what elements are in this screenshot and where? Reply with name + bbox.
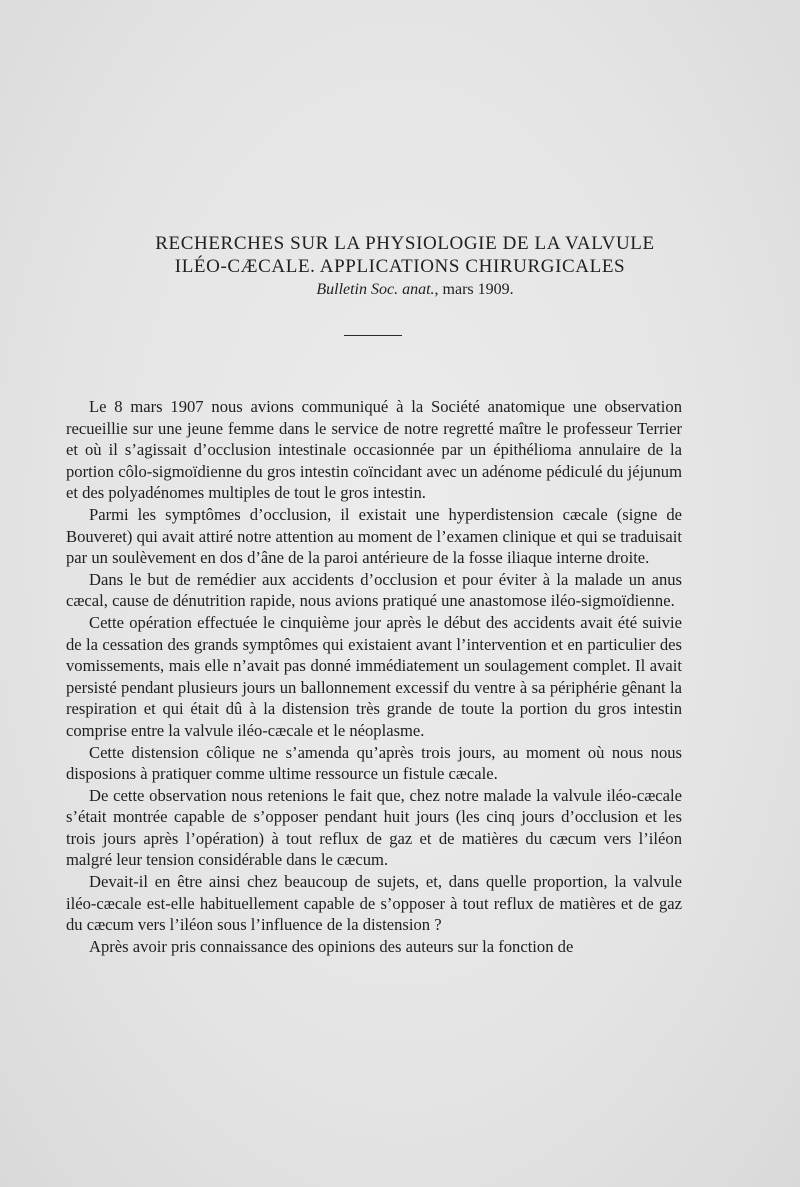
paragraph-1: Le 8 mars 1907 nous avions communiqué à la Société anatomique une observation recueillie sur une jeune femme dans le service de notre regretté maître le professeur Terrier et où il s’agissait d’occlusion intestinale occasionnée par un épithélioma annulaire de la portion côlo-sigmoïdienne du gros intestin coïncidant avec un adénome pédiculé du jéjunum et des polyadénomes multiples de tout le gros intestin. [66,397,682,503]
separator-rule [344,335,402,336]
article-title-line-2: ILÉO-CÆCALE. APPLICATIONS CHIRURGICALES [174,256,626,277]
paragraph-8: Après avoir pris connaissance des opinions des auteurs sur la fonction de [89,936,574,956]
article-title-line-1: RECHERCHES SUR LA PHYSIOLOGIE DE LA VALVULE [155,233,655,254]
paragraph-6: De cette observation nous retenions le fait que, chez notre malade la valvule iléo-cæcale s’était montrée capable de s’opposer pendant huit jours (les cinq jours d’occlusion et les trois jours après l’opération) à tout reflux de gaz et de matières du cæcum vers l’iléon malgré leur tension considérable dans le cæcum. [66,785,682,870]
citation-date: , mars 1909. [434,281,514,298]
citation-journal: Bulletin Soc. anat. [316,281,435,298]
paragraph-4: Cette opération effectuée le cinquième jour après le début des accidents avait été suivie de la cessation des grands symptômes qui existaient avant l’intervention et en particulier des vomissements, mais elle n’avait pas donné immédiatement un soulagement complet. Il avait persisté pendant plusieurs jours un ballonnement excessif du ventre à sa périphérie gênant la respiration et qui était dû à la distension très grande de toute la portion du gros intestin comprise entre la valvule iléo-cæcale et le néoplasme. [66,612,682,740]
paragraph-2: Parmi les symptômes d’occlusion, il existait une hyperdistension cæcale (signe de Bouveret) qui avait attiré notre attention au moment de l’examen clinique et qui se traduisait par un soulèvement en dos d’âne de la paroi antérieure de la fosse iliaque interne droite. [66,504,682,568]
paragraph-3: Dans le but de remédier aux accidents d’occlusion et pour éviter à la malade un anus cæcal, cause de dénutrition rapide, nous avions pratiqué une anastomose iléo-sigmoïdienne. [66,569,682,611]
article-body [66,396,682,957]
paragraph-7: Devait-il en être ainsi chez beaucoup de sujets, et, dans quelle proportion, la valvule iléo-cæcale est-elle habituellement capable de s’opposer à tout reflux de matières et de gaz du cæcum vers l’iléon sous l’influence de la distension ? [66,872,682,935]
paragraph-5: Cette distension côlique ne s’amenda qu’après trois jours, au moment où nous nous disposions à pratiquer comme ultime ressource un fistule cæcale. [66,742,682,784]
citation [0,280,800,300]
article-header [0,232,800,300]
